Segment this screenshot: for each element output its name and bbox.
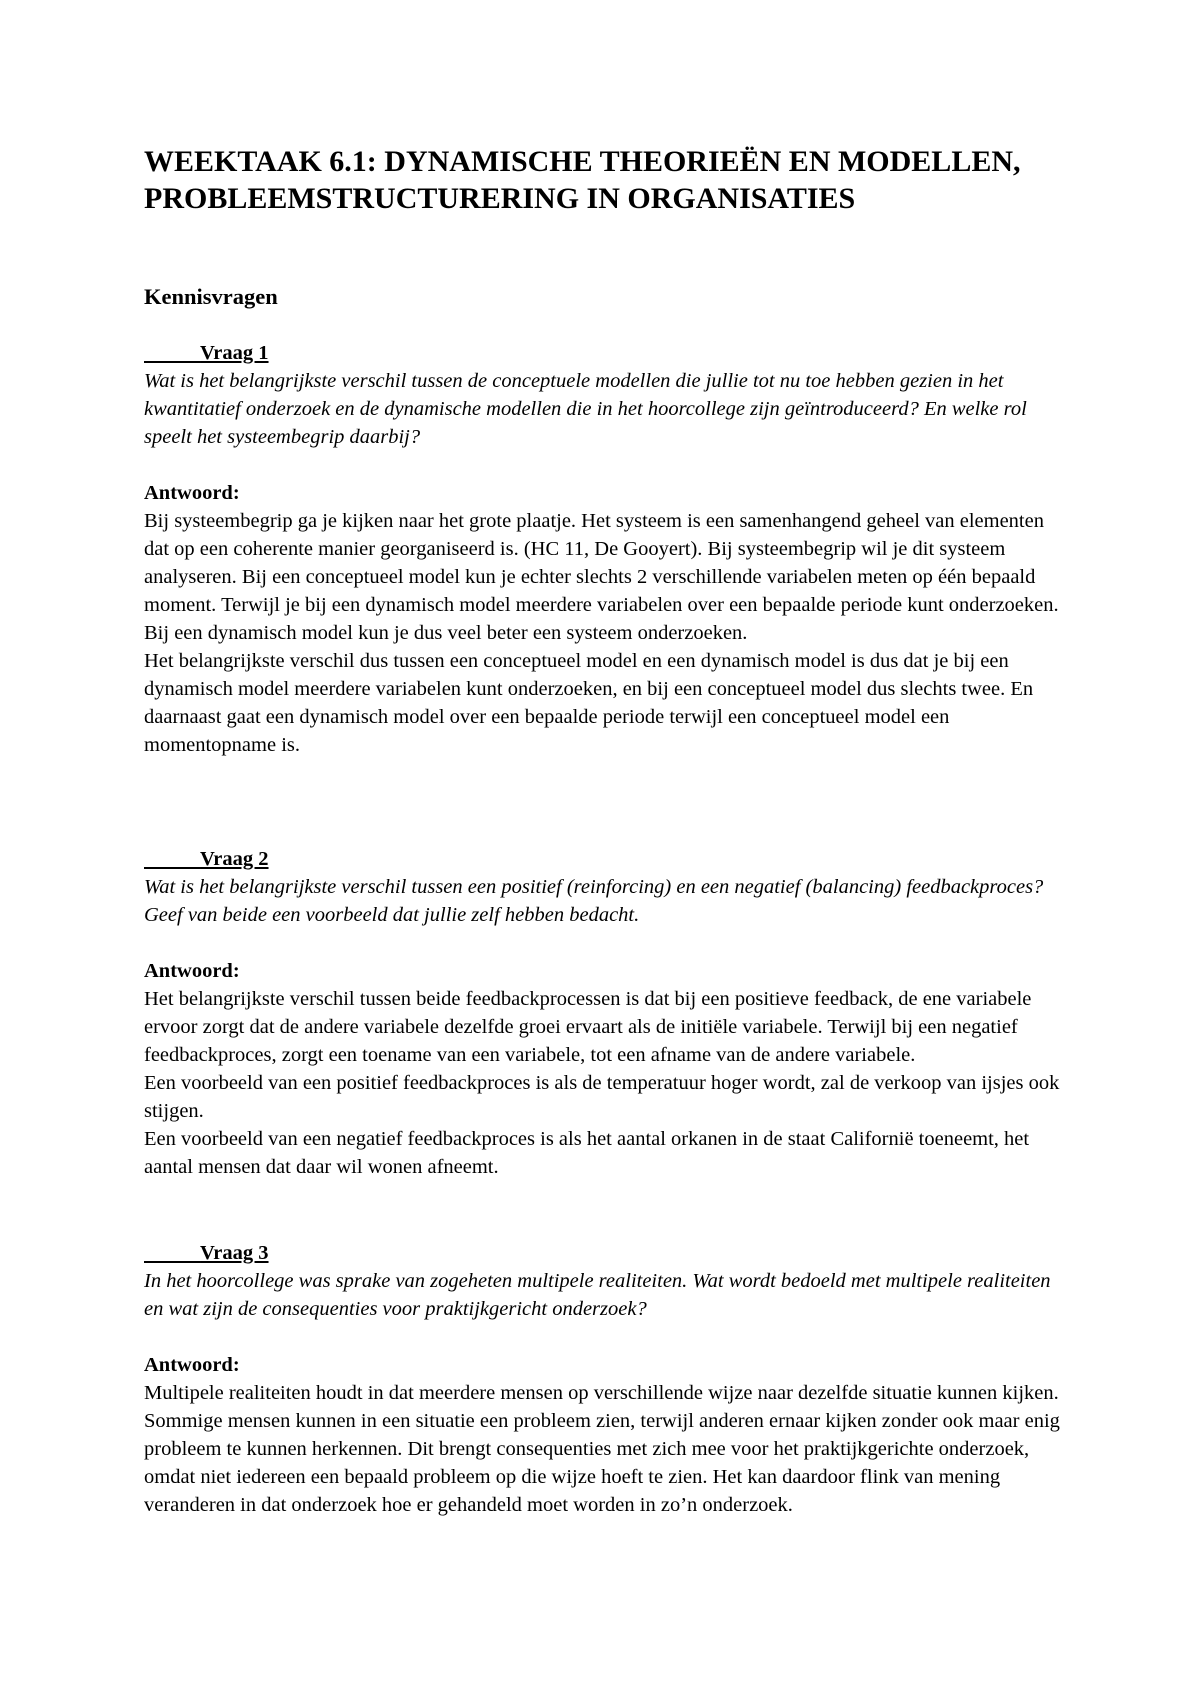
answer-label: Antwoord: xyxy=(144,1354,240,1376)
question-label-indent xyxy=(144,1242,200,1264)
question-text: Wat is het belangrijkste verschil tussen de conceptuele modellen die jullie tot nu toe hebben gezien in het kwantitatief onderzoek en de dynamische modellen die in het hoorcollege zijn geïntroduceerd? En welke rol speelt het systeembegrip daarbij? xyxy=(144,370,1027,448)
section-heading: Kennisvragen xyxy=(144,284,278,309)
question-label xyxy=(144,845,1074,873)
answer-label: Antwoord: xyxy=(144,482,240,504)
question-block-3 xyxy=(144,1239,1074,1519)
answer-paragraph: Een voorbeeld van een positief feedbackproces is als de temperatuur hoger wordt, zal de verkoop van ijsjes ook stijgen. xyxy=(144,1072,1060,1122)
question-block-1 xyxy=(144,339,1074,759)
answer-paragraph: Een voorbeeld van een negatief feedbackproces is als het aantal orkanen in de staat Californië toeneemt, het aantal mensen dat daar wil wonen afneemt. xyxy=(144,1128,1030,1178)
question-block-2 xyxy=(144,845,1074,1181)
answer-label: Antwoord: xyxy=(144,960,240,982)
answer-paragraph: Multipele realiteiten houdt in dat meerdere mensen op verschillende wijze naar dezelfde situatie kunnen kijken. Sommige mensen kunnen in een situatie een probleem zien, terwijl anderen ernaar kijken zonder ook maar enig probleem te kunnen herkennen. Dit brengt consequenties met zich mee voor het praktijkgerichte onderzoek, omdat niet iedereen een bepaald probleem op die wijze hoeft te zien. Het kan daardoor flink van mening veranderen in dat onderzoek hoe er gehandeld moet worden in zo’n onderzoek. xyxy=(144,1382,1060,1516)
answer-paragraph: Bij systeembegrip ga je kijken naar het grote plaatje. Het systeem is een samenhangend geheel van elementen dat op een coherente manier georganiseerd is. (HC 11, De Gooyert). Bij systeembegrip wil je dit systeem analyseren. Bij een conceptueel model kun je echter slechts 2 verschillende variabelen meten op één bepaald moment. Terwijl je bij een dynamisch model meerdere variabelen over een bepaalde periode kunt onderzoeken. Bij een dynamisch model kun je dus veel beter een systeem onderzoeken. xyxy=(144,510,1059,644)
question-text: In het hoorcollege was sprake van zogeheten multipele realiteiten. Wat wordt bedoeld met multipele realiteiten en wat zijn de consequenties voor praktijkgericht onderzoek? xyxy=(144,1270,1051,1320)
document-page xyxy=(144,143,1074,1516)
question-label xyxy=(144,339,1074,367)
question-label-indent xyxy=(144,848,200,870)
answer-paragraph: Het belangrijkste verschil dus tussen een conceptueel model en een dynamisch model is dus dat je bij een dynamisch model meerdere variabelen kunt onderzoeken, en bij een conceptueel model dus slechts twee. En daarnaast gaat een dynamisch model over een bepaalde periode terwijl een conceptueel model een momentopname is. xyxy=(144,650,1034,756)
question-label-text: Vraag 3 xyxy=(200,1242,269,1264)
question-text: Wat is het belangrijkste verschil tussen een positief (reinforcing) en een negatief (balancing) feedbackproces? Geef van beide een voorbeeld dat jullie zelf hebben bedacht. xyxy=(144,876,1044,926)
question-label-text: Vraag 2 xyxy=(200,848,269,870)
answer-paragraph: Het belangrijkste verschil tussen beide feedbackprocessen is dat bij een positieve feedback, de ene variabele ervoor zorgt dat de andere variabele dezelfde groei ervaart als de initiële variabele. Terwijl bij een negatief feedbackproces, zorgt een toename van een variabele, tot een afname van de andere variabele. xyxy=(144,988,1032,1066)
document-title: WEEKTAAK 6.1: DYNAMISCHE THEORIEËN EN MODELLEN, PROBLEEMSTRUCTURERING IN ORGANISATIES xyxy=(144,145,1021,215)
question-label-indent xyxy=(144,342,200,364)
question-label xyxy=(144,1239,1074,1267)
question-label-text: Vraag 1 xyxy=(200,342,269,364)
